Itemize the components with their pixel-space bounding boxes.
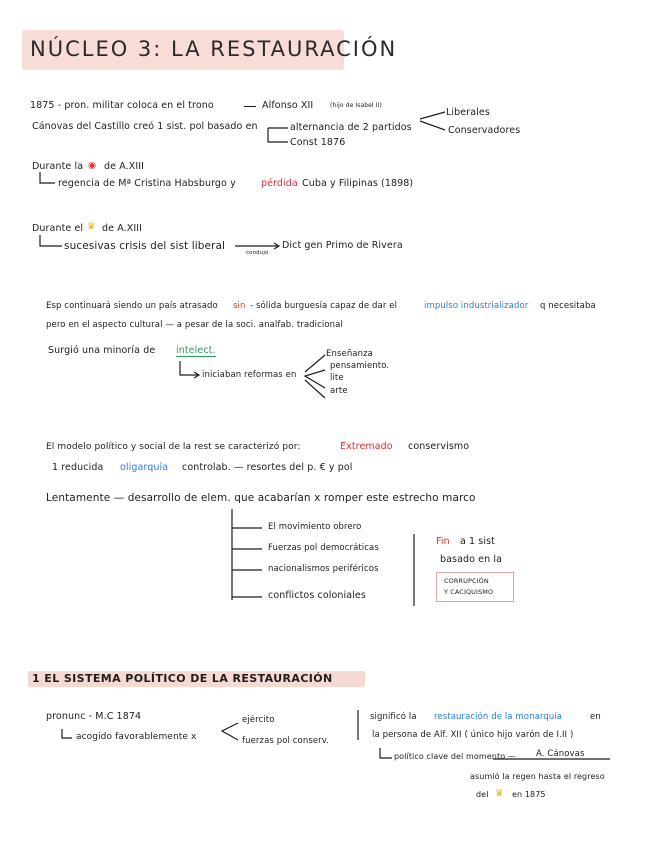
text-lentamente: Lentamente — desarrollo de elem. que acabarían x romper este estrecho marco bbox=[46, 492, 476, 504]
text-en: en bbox=[590, 712, 601, 722]
text-condujo: condujo bbox=[246, 250, 269, 256]
text-sin: sin bbox=[233, 301, 246, 311]
text-controlab: controlab. — resortes del p. € y pol bbox=[182, 462, 353, 473]
text-significo: significó la bbox=[370, 712, 417, 722]
text-surgio: Surgió una minoría de bbox=[48, 345, 156, 356]
text-liberales: Liberales bbox=[446, 107, 490, 118]
text-restauracion-monarquia: restauración de la monarquía bbox=[434, 712, 563, 722]
item-movimiento: El movimiento obrero bbox=[268, 522, 362, 532]
text-asumio: asumió la regen hasta el regreso bbox=[470, 772, 605, 781]
text-de-axiii: de A.XIII bbox=[104, 161, 145, 172]
text-politico-clave: político clave del momento — bbox=[394, 752, 516, 761]
crown-icon: ♛ bbox=[87, 221, 96, 232]
text-basado: basado en la bbox=[440, 554, 503, 565]
text-a-canovas: A. Cánovas bbox=[536, 749, 585, 759]
item-ensenanza: Enseñanza bbox=[326, 349, 373, 359]
text-ejercito: ejército bbox=[242, 715, 275, 725]
text-caciquismo: Y CACIQUISMO bbox=[444, 588, 494, 596]
text-alfonso: Alfonso XII bbox=[262, 100, 314, 111]
text-acogido: acogido favorablemente x bbox=[76, 732, 197, 742]
text-perdida: pérdida bbox=[261, 178, 298, 189]
text-durante-el: Durante el bbox=[32, 223, 84, 234]
text-cultural: pero en el aspecto cultural — a pesar de la soci. analfab. tradicional bbox=[46, 320, 343, 330]
text-fin-sist: a 1 sist bbox=[460, 536, 495, 547]
item-pensamiento: pensamiento. bbox=[330, 361, 390, 371]
text-fuerzas-conserv: fuerzas pol conserv. bbox=[242, 736, 330, 746]
text-regencia: regencia de Mª Cristina Habsburgo y bbox=[58, 178, 236, 189]
dash bbox=[244, 106, 256, 107]
text-cuba: Cuba y Filipinas (1898) bbox=[302, 178, 414, 189]
text-iniciaban: iniciaban reformas en bbox=[202, 370, 297, 380]
text-pronunc: pronunc - M.C 1874 bbox=[46, 711, 142, 722]
text-de-axiii-2: de A.XIII bbox=[102, 223, 143, 234]
text-modelo: El modelo político y social de la rest se caracterizó por: bbox=[46, 442, 301, 452]
text-esp: Esp continuará siendo un país atrasado bbox=[46, 301, 218, 311]
text-conservadores: Conservadores bbox=[448, 125, 521, 136]
text-fin: Fin bbox=[436, 536, 450, 547]
item-fuerzas: Fuerzas pol democráticas bbox=[268, 543, 379, 553]
item-lite: lite bbox=[330, 373, 344, 383]
text-1875: 1875 - pron. militar coloca en el trono bbox=[30, 100, 214, 111]
text-crisis: sucesivas crisis del sist liberal bbox=[64, 240, 226, 252]
crown-icon: ♛ bbox=[495, 788, 504, 799]
section-heading: 1 EL SISTEMA POLÍTICO DE LA RESTAURACIÓN bbox=[32, 672, 333, 685]
text-en-1875: en 1875 bbox=[512, 790, 546, 799]
text-const: Const 1876 bbox=[290, 137, 346, 148]
text-necesitaba: q necesitaba bbox=[540, 301, 596, 311]
text-del: del bbox=[476, 790, 489, 799]
item-arte: arte bbox=[330, 386, 348, 396]
text-oligarquia: oligarquía bbox=[120, 462, 169, 473]
text-intelect: intelect. bbox=[176, 345, 216, 356]
text-burguesia: - sólida burguesía capaz de dar el bbox=[250, 301, 398, 311]
text-persona: la persona de Alf. XII ( único hijo varón de I.II ) bbox=[372, 730, 574, 740]
text-reducida: 1 reducida bbox=[52, 462, 104, 473]
text-durante-la: Durante la bbox=[32, 161, 84, 172]
text-dict: Dict gen Primo de Rivera bbox=[282, 240, 403, 251]
text-impulso: impulso industrializador bbox=[424, 301, 529, 311]
heart-icon: ◉ bbox=[88, 160, 97, 171]
page-title: NÚCLEO 3: LA RESTAURACIÓN bbox=[30, 37, 398, 61]
item-nacionalismos: nacionalismos periféricos bbox=[268, 564, 379, 574]
text-extremado: Extremado bbox=[340, 441, 393, 452]
text-corrupcion: CORRUPCIÓN bbox=[444, 577, 489, 585]
item-conflictos: conflictos coloniales bbox=[268, 590, 366, 601]
text-alternancia: alternancia de 2 partidos bbox=[290, 122, 412, 133]
text-canovas: Cánovas del Castillo creó 1 sist. pol basado en bbox=[32, 121, 258, 132]
text-hijo: (hijo de Isabel II) bbox=[330, 102, 382, 109]
text-conservismo: conservismo bbox=[408, 441, 470, 452]
